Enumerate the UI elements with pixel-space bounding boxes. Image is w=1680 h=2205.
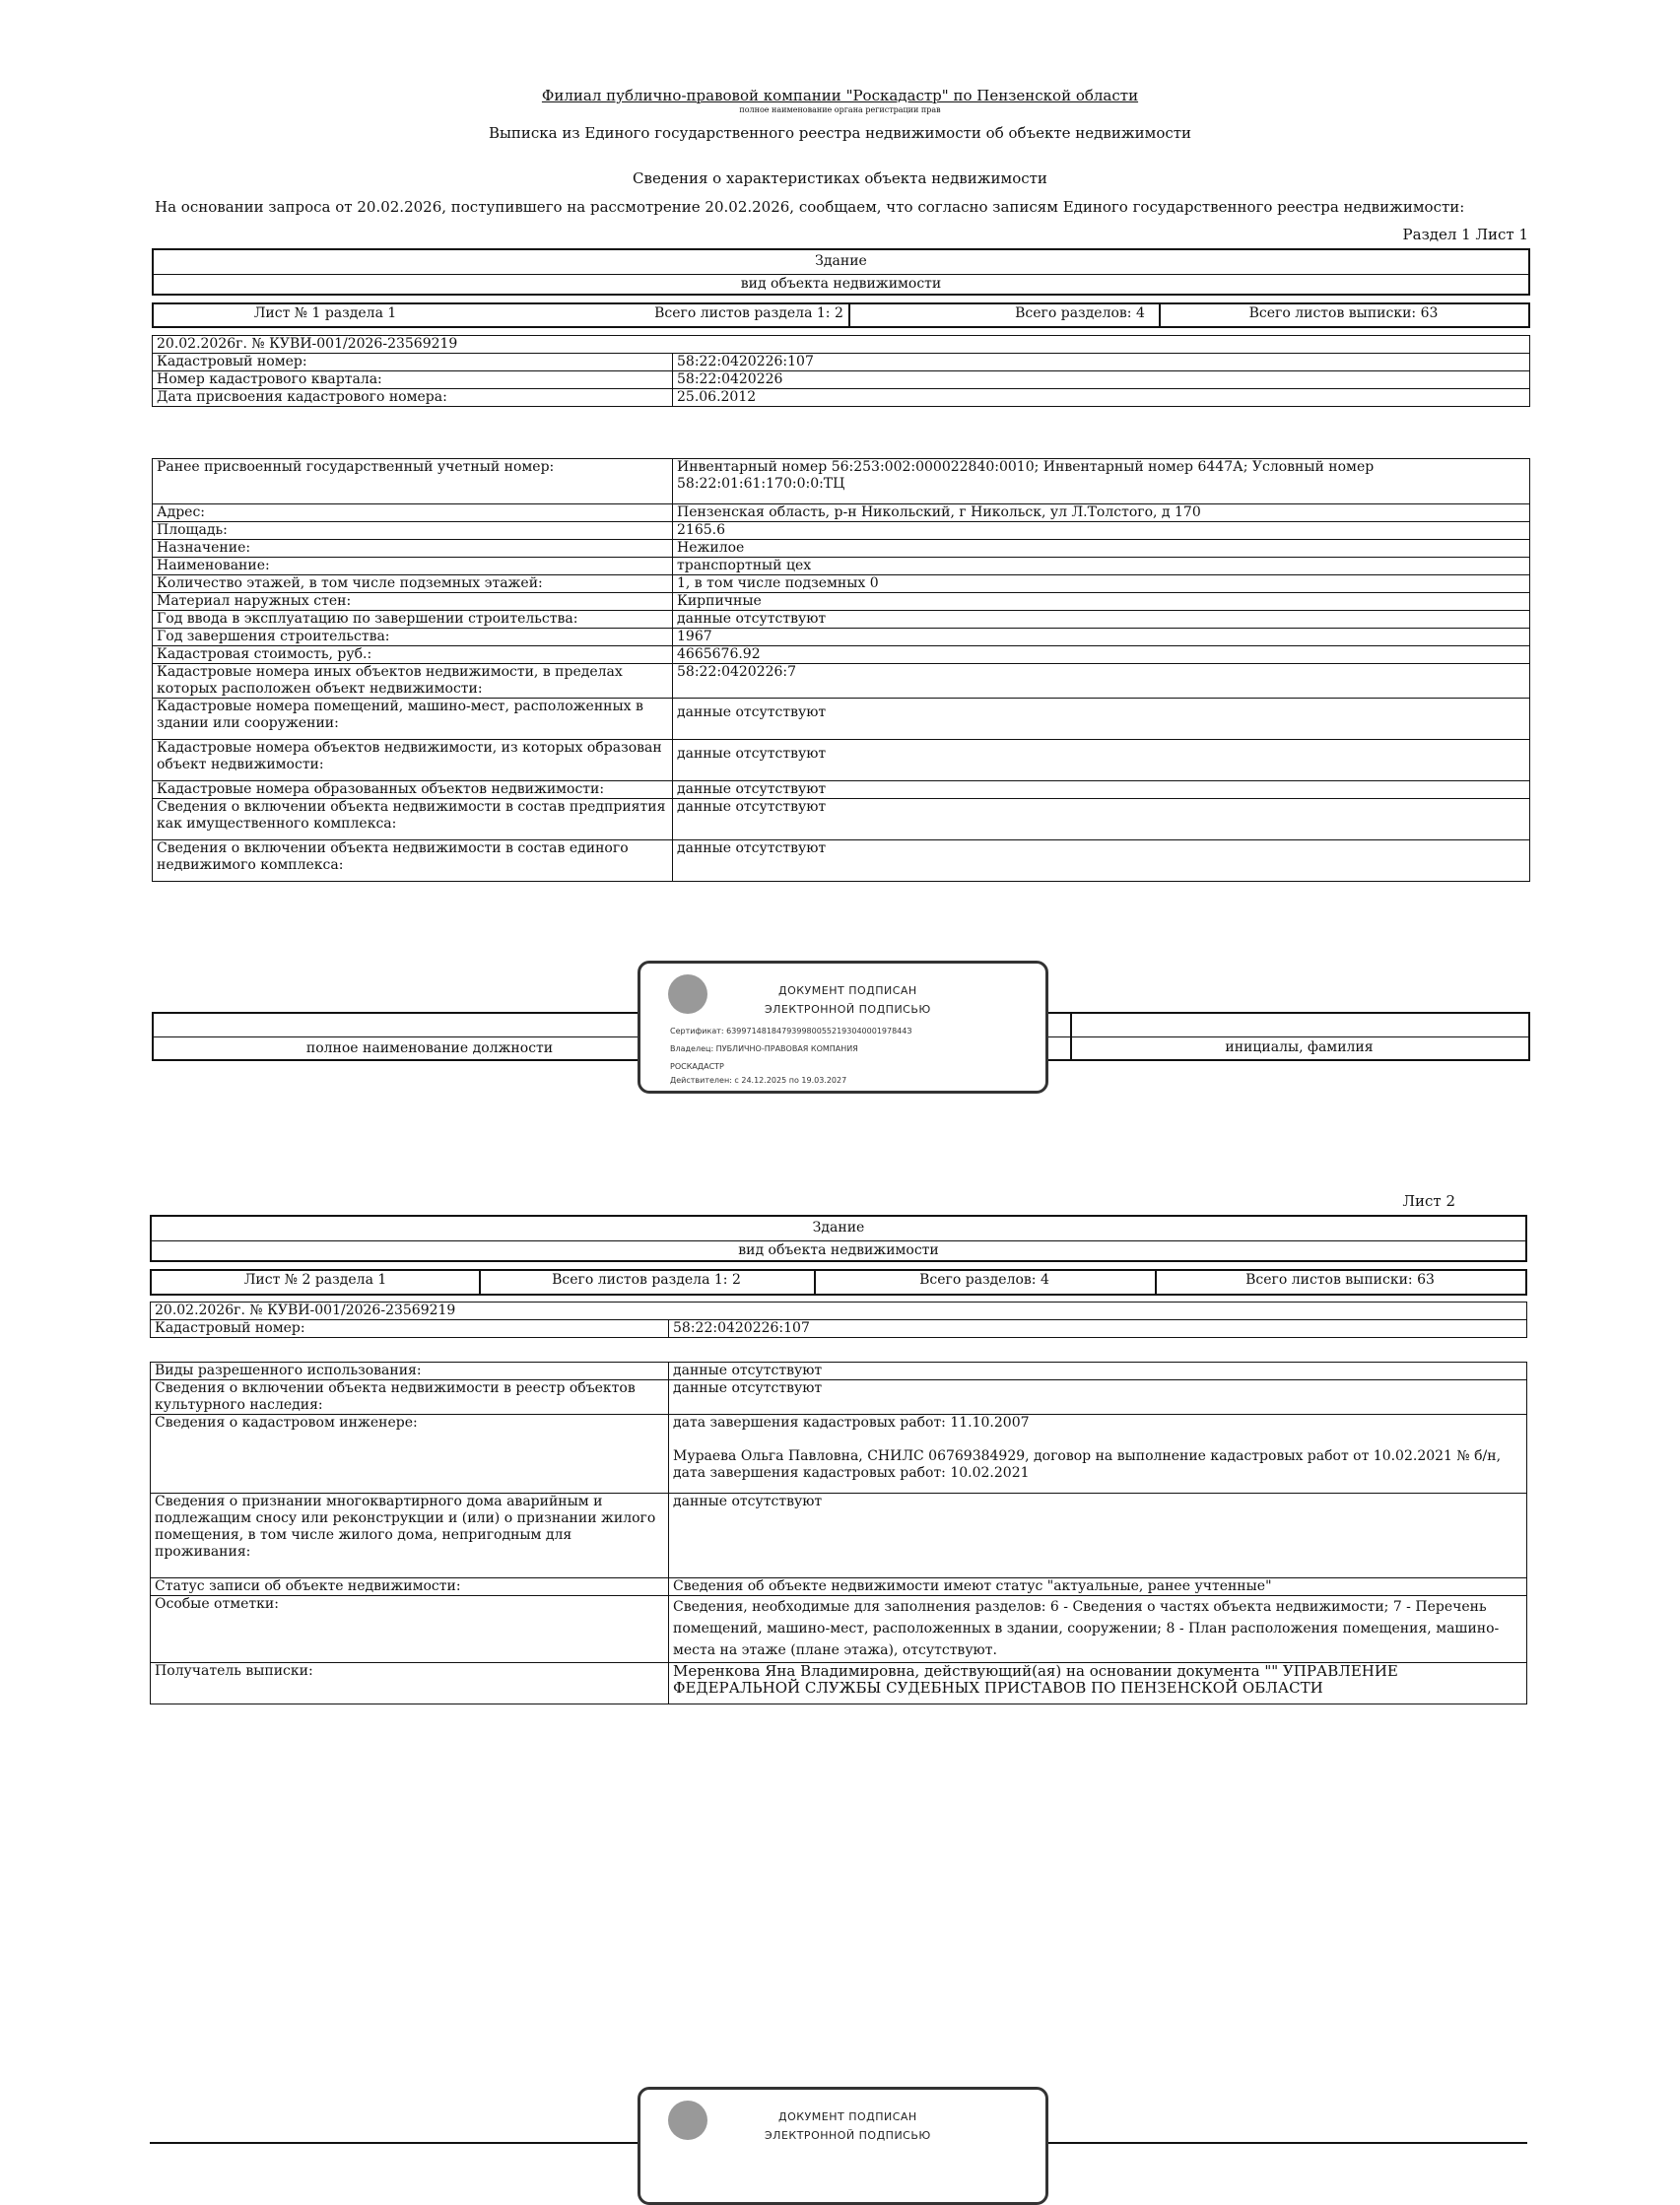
object-type-box: [152, 248, 1530, 296]
field-value: данные отсутствуют: [673, 699, 1530, 740]
field-label: Ранее присвоенный государственный учетный номер:: [153, 459, 673, 504]
sheet-meta-row-2: [150, 1269, 1527, 1296]
field-value: Сведения об объекте недвижимости имеют статус "актуальные, ранее учтенные": [669, 1578, 1527, 1596]
field-value: 4665676.92: [673, 646, 1530, 664]
e-signature-stamp-2: [638, 2087, 1048, 2205]
stamp-cert: Сертификат: 639971481847939980055219304000197844З: [670, 1027, 912, 1036]
field-label: Адрес:: [153, 504, 673, 522]
org-name: Филиал публично-правовой компании "Роскадастр" по Пензенской области: [541, 87, 1139, 104]
request-text: На основании запроса от 20.02.2026, поступившего на рассмотрение 20.02.2026, сообщаем, что согласно записям Единого государственного реестра недвижимости:: [155, 198, 1465, 216]
initials-caption: инициалы, фамилия: [1225, 1039, 1374, 1055]
identification-table-2: [150, 1302, 1527, 1338]
field-value: Пензенская область, р-н Никольский, г Никольск, ул Л.Толстого, д 170: [673, 504, 1530, 522]
field-label: Сведения о признании многоквартирного дома аварийным и подлежащим сносу или реконструкции и (или) о признании жилого помещения, в том числе жилого дома, непригодным для проживания:: [151, 1494, 669, 1578]
field-value: 1, в том числе подземных 0: [673, 575, 1530, 593]
field-label: Сведения о включении объекта недвижимости в состав предприятия как имущественного комплекса:: [153, 799, 673, 840]
table-row: [153, 504, 1530, 522]
object-type: Здание: [812, 1220, 865, 1236]
field-label: Кадастровые номера образованных объектов недвижимости:: [153, 781, 673, 799]
object-type-box-2: [150, 1215, 1527, 1262]
field-label: Кадастровые номера иных объектов недвижимости, в пределах которых расположен объект недвижимости:: [153, 664, 673, 699]
doc-title: Выписка из Единого государственного реестра недвижимости об объекте недвижимости: [488, 124, 1192, 142]
field-label: Кадастровые номера помещений, машино-мест, расположенных в здании или сооружении:: [153, 699, 673, 740]
field-label: Кадастровая стоимость, руб.:: [153, 646, 673, 664]
table-row: [151, 1494, 1527, 1578]
table-row: [153, 459, 1530, 504]
stamp-owner: Владелец: ПУБЛИЧНО-ПРАВОВАЯ КОМПАНИЯ: [670, 1044, 858, 1053]
field-label: Количество этажей, в том числе подземных этажей:: [153, 575, 673, 593]
table-row: [153, 389, 1530, 407]
field-value: 2165.6: [673, 522, 1530, 540]
field-value: 58:22:0420226:107: [669, 1320, 1527, 1338]
field-label: Год завершения строительства:: [153, 629, 673, 646]
total-sheets: Всего листов выписки: 63: [1248, 305, 1439, 321]
table-row: [153, 629, 1530, 646]
total-sections: Всего разделов: 4: [1015, 305, 1145, 321]
field-value: дата завершения кадастровых работ: 11.10.2007 Мураева Ольга Павловна, СНИЛС 06769384929, договор на выполнение кадастровых работ от 10.02.2021 № б/н, дата завершения кадастровых работ: 10.02.2021: [669, 1415, 1527, 1494]
position-caption: полное наименование должности: [305, 1040, 554, 1056]
table-row: [151, 1578, 1527, 1596]
table-row: [153, 371, 1530, 389]
table-row: [151, 1320, 1527, 1338]
field-value: данные отсутствуют: [669, 1380, 1527, 1415]
table-row: [153, 522, 1530, 540]
sheet-number: Лист № 1 раздела 1: [253, 305, 397, 321]
field-value: Меренкова Яна Владимировна, действующий(ая) на основании документа "" УПРАВЛЕНИЕ ФЕДЕРАЛЬНОЙ СЛУЖБЫ СУДЕБНЫХ ПРИСТАВОВ ПО ПЕНЗЕНСКОЙ ОБЛАСТИ: [669, 1663, 1527, 1704]
stamp-title-2: ЭЛЕКТРОННОЙ ПОДПИСЬЮ: [765, 1003, 931, 1016]
sheet-meta-row: [152, 302, 1530, 328]
table-row: [153, 575, 1530, 593]
field-value: Нежилое: [673, 540, 1530, 558]
table-row: [153, 699, 1530, 740]
stamp-valid: Действителен: с 24.12.2025 по 19.03.2027: [670, 1076, 847, 1085]
table-row: [153, 664, 1530, 699]
total-sheets-section: Всего листов раздела 1: 2: [552, 1272, 741, 1288]
table-row: [151, 1380, 1527, 1415]
doc-number: 20.02.2026г. № КУВИ-001/2026-23569219: [151, 1303, 1527, 1320]
table-row: [151, 1415, 1527, 1494]
characteristics-table-2: [150, 1362, 1527, 1704]
org-caption: полное наименование органа регистрации прав: [739, 105, 941, 114]
field-label: Дата присвоения кадастрового номера:: [153, 389, 673, 407]
sheet-number: Лист № 2 раздела 1: [243, 1272, 387, 1288]
field-value: 58:22:0420226: [673, 371, 1530, 389]
total-sheets: Всего листов выписки: 63: [1245, 1272, 1435, 1288]
field-value: данные отсутствуют: [669, 1494, 1527, 1578]
object-type: Здание: [815, 253, 867, 269]
field-value: данные отсутствуют: [673, 781, 1530, 799]
field-value: 25.06.2012: [673, 389, 1530, 407]
field-label: Год ввода в эксплуатацию по завершении строительства:: [153, 611, 673, 629]
object-type-caption: вид объекта недвижимости: [740, 276, 942, 292]
table-row: [151, 1596, 1527, 1663]
field-label: Получатель выписки:: [151, 1663, 669, 1704]
field-label: Сведения о включении объекта недвижимости в реестр объектов культурного наследия:: [151, 1380, 669, 1415]
sheet-2-label: Лист 2: [1402, 1192, 1455, 1210]
field-label: Площадь:: [153, 522, 673, 540]
field-value: 58:22:0420226:107: [673, 354, 1530, 371]
table-row: [153, 611, 1530, 629]
field-label: Кадастровый номер:: [151, 1320, 669, 1338]
field-value: Сведения, необходимые для заполнения разделов: 6 - Сведения о частях объекта недвижимости; 7 - Перечень помещений, машино-мест, расположенных в здании, сооружении; 8 - План расположения помещения, машино-места на этаже (плане этажа), отсутствуют.: [669, 1596, 1527, 1663]
field-label: Особые отметки:: [151, 1596, 669, 1663]
field-value: данные отсутствуют: [673, 799, 1530, 840]
identification-table: [152, 335, 1530, 407]
field-label: Сведения о включении объекта недвижимости в состав единого недвижимого комплекса:: [153, 840, 673, 882]
roskadastr-logo-icon: [668, 2101, 707, 2140]
stamp-owner-2: РОСКАДАСТР: [670, 1062, 724, 1071]
field-value: транспортный цех: [673, 558, 1530, 575]
field-label: Сведения о кадастровом инженере:: [151, 1415, 669, 1494]
table-row: [153, 781, 1530, 799]
table-row: [153, 740, 1530, 781]
field-label: Виды разрешенного использования:: [151, 1363, 669, 1380]
table-row: [153, 840, 1530, 882]
field-value: данные отсутствуют: [673, 840, 1530, 882]
stamp-title-2: ЭЛЕКТРОННОЙ ПОДПИСЬЮ: [765, 2129, 931, 2142]
field-value: 1967: [673, 629, 1530, 646]
table-row: [153, 540, 1530, 558]
table-row: [151, 1663, 1527, 1704]
roskadastr-logo-icon: [668, 974, 707, 1014]
table-row: [153, 354, 1530, 371]
table-row: [153, 646, 1530, 664]
total-sections: Всего разделов: 4: [919, 1272, 1049, 1288]
field-label: Кадастровые номера объектов недвижимости, из которых образован объект недвижимости:: [153, 740, 673, 781]
field-label: Статус записи об объекте недвижимости:: [151, 1578, 669, 1596]
field-label: Наименование:: [153, 558, 673, 575]
section-title: Сведения о характеристиках объекта недвижимости: [633, 169, 1047, 187]
total-sheets-section: Всего листов раздела 1: 2: [654, 305, 843, 321]
characteristics-table: [152, 458, 1530, 882]
field-label: Назначение:: [153, 540, 673, 558]
field-label: Номер кадастрового квартала:: [153, 371, 673, 389]
field-value: данные отсутствуют: [673, 611, 1530, 629]
section-sheet-label: Раздел 1 Лист 1: [1402, 226, 1528, 243]
stamp-title: ДОКУМЕНТ ПОДПИСАН: [778, 2110, 917, 2123]
table-row: [151, 1363, 1527, 1380]
field-value: Инвентарный номер 56:253:002:000022840:0010; Инвентарный номер 6447А; Условный номер 58:22:01:61:170:0:0:ТЦ: [673, 459, 1530, 504]
table-row: [153, 799, 1530, 840]
stamp-title: ДОКУМЕНТ ПОДПИСАН: [778, 984, 917, 997]
doc-number: 20.02.2026г. № КУВИ-001/2026-23569219: [153, 336, 1530, 354]
field-value: данные отсутствуют: [673, 740, 1530, 781]
table-row: [153, 593, 1530, 611]
table-row: [153, 558, 1530, 575]
field-label: Материал наружных стен:: [153, 593, 673, 611]
field-value: Кирпичные: [673, 593, 1530, 611]
field-value: 58:22:0420226:7: [673, 664, 1530, 699]
field-value: данные отсутствуют: [669, 1363, 1527, 1380]
object-type-caption: вид объекта недвижимости: [738, 1242, 939, 1258]
field-label: Кадастровый номер:: [153, 354, 673, 371]
e-signature-stamp: [638, 961, 1048, 1094]
